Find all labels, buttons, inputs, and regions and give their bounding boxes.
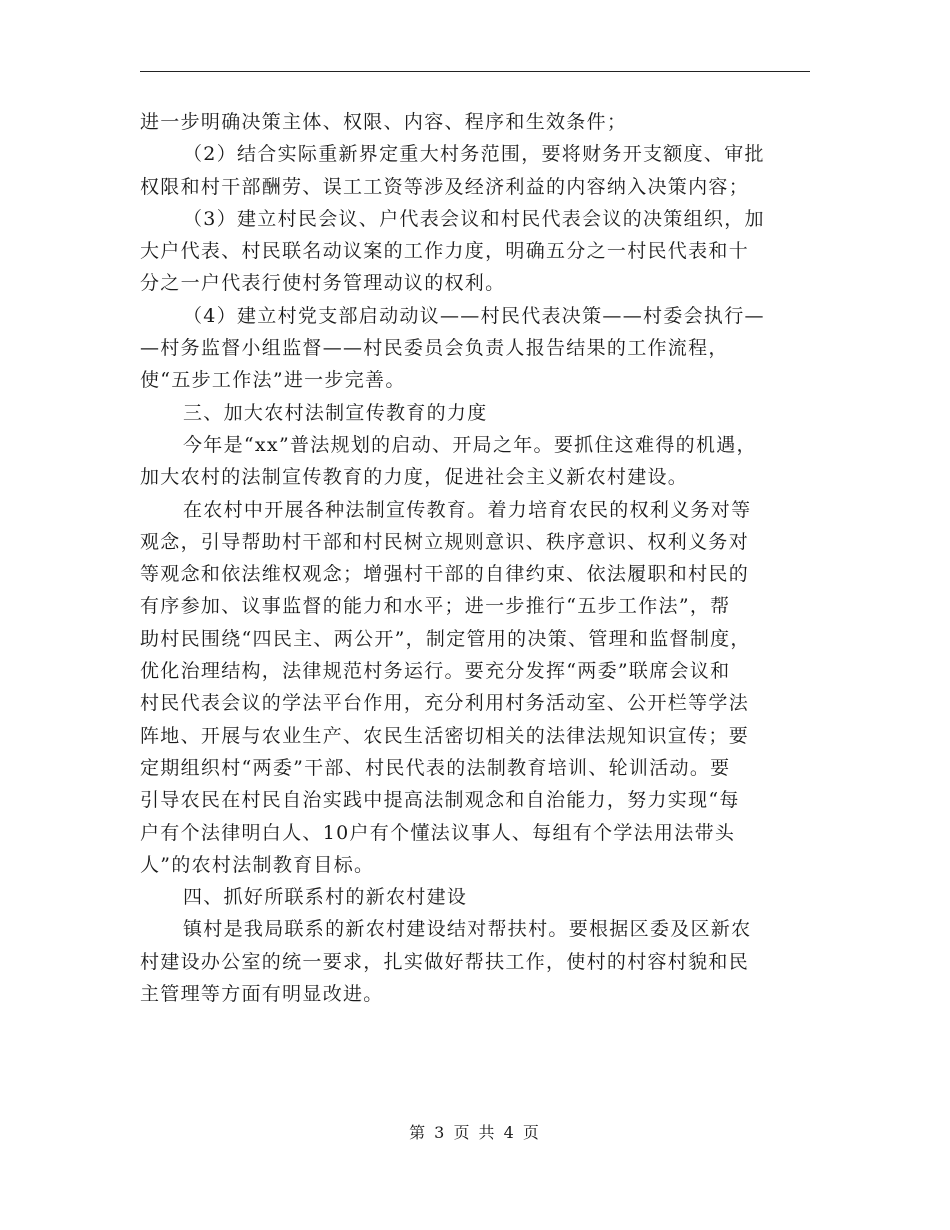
text-line: 三、加大农村法制宣传教育的力度: [183, 401, 488, 424]
text-line: （4）建立村党支部启动动议——村民代表决策——村委会执行—: [183, 304, 765, 327]
text-line: —村务监督小组监督——村民委员会负责人报告结果的工作流程，: [140, 337, 729, 360]
document-body: [140, 106, 810, 1010]
text-line: 阵地、开展与农业生产、农民生活密切相关的法律法规知识宣传；要: [140, 724, 750, 747]
text-line: 人”的农村法制教育目标。: [140, 853, 375, 876]
text-line: 优化治理结构，法律规范村务运行。要充分发挥“两委”联席会议和: [140, 660, 731, 683]
text-line: 村建设办公室的统一要求，扎实做好帮扶工作，使村的村容村貌和民: [140, 950, 750, 973]
text-line: （3）建立村民会议、户代表会议和村民代表会议的决策组织，加: [183, 207, 765, 230]
text-line: 大户代表、村民联名动议案的工作力度，明确五分之一村民代表和十: [140, 240, 750, 263]
text-line: 在农村中开展各种法制宣传教育。着力培育农民的权利义务对等: [183, 498, 752, 521]
text-line: （2）结合实际重新界定重大村务范围，要将财务开支额度、审批: [183, 143, 765, 166]
text-line: 分之一户代表行使村务管理动议的权利。: [140, 272, 506, 295]
text-line: 进一步明确决策主体、权限、内容、程序和生效条件；: [140, 111, 628, 133]
text-line: 使“五步工作法”进一步完善。: [140, 369, 406, 392]
text-line: 定期组织村“两委”干部、村民代表的法制教育培训、轮训活动。要: [140, 756, 731, 779]
text-line: 镇村是我局联系的新农村建设结对帮扶村。要根据区委及区新农: [183, 918, 752, 941]
text-line: 权限和村干部酬劳、误工工资等涉及经济利益的内容纳入决策内容；: [140, 175, 750, 198]
text-line: 加大农村的法制宣传教育的力度，促进社会主义新农村建设。: [140, 466, 689, 489]
text-line: 今年是“xx”普法规划的启动、开局之年。要抓住这难得的机遇，: [183, 433, 757, 456]
page-number: 第 3 页 共 4 页: [409, 1123, 541, 1142]
text-line: 助村民围绕“四民主、两公开”，制定管用的决策、管理和监督制度，: [140, 627, 751, 650]
header-rule: [140, 71, 810, 72]
text-line: 四、抓好所联系村的新农村建设: [183, 886, 468, 909]
text-line: 引导农民在村民自治实践中提高法制观念和自治能力，努力实现“每: [140, 789, 740, 812]
text-line: 村民代表会议的学法平台作用，充分利用村务活动室、公开栏等学法: [140, 692, 750, 715]
text-line: 等观念和依法维权观念；增强村干部的自律约束、依法履职和村民的: [140, 563, 750, 586]
text-line: 有序参加、议事监督的能力和水平；进一步推行“五步工作法”，帮: [140, 595, 731, 618]
text-line: 主管理等方面有明显改进。: [140, 983, 384, 1006]
text-line: 户有个法律明白人、10户有个懂法议事人、每组有个学法用法带头: [140, 821, 736, 844]
text-line: 观念，引导帮助村干部和村民树立规则意识、秩序意识、权利义务对: [140, 530, 750, 553]
